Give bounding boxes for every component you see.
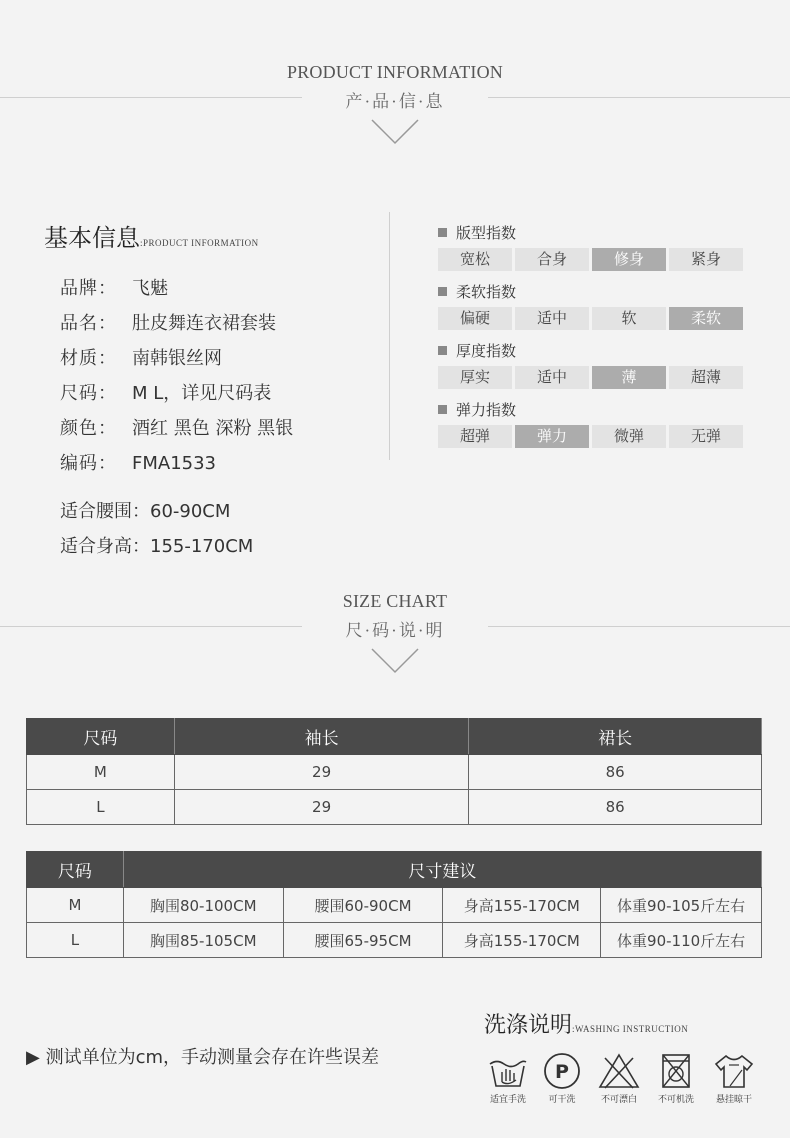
- chevron-down-icon: [370, 647, 420, 675]
- index-option: 软: [592, 307, 666, 330]
- index-title-fit: [438, 222, 516, 243]
- suggest-table-header-cell: 尺码: [27, 852, 124, 888]
- info-row-size: [60, 379, 271, 405]
- index-options-thickness: [438, 366, 743, 389]
- suggest-table-header-cell: 尺寸建议: [123, 852, 761, 888]
- info-row-name: [60, 309, 276, 335]
- table-cell: L: [27, 790, 175, 825]
- index-options-elasticity: [438, 425, 743, 448]
- wash-label: 适宜手洗: [489, 1095, 526, 1105]
- table-cell: 86: [469, 790, 762, 825]
- table-cell: 体重90-110斤左右: [601, 923, 762, 958]
- basic-info-title: 基本信息: [44, 226, 140, 252]
- info-label: 品牌：: [60, 278, 117, 299]
- index-option: 薄: [592, 366, 666, 389]
- basic-info-title-en: :PRODUCT INFORMATION: [140, 238, 259, 248]
- size-chart-title-en: SIZE CHART: [342, 591, 448, 611]
- index-option: 宽松: [438, 248, 512, 271]
- table-cell: 腰围65-95CM: [283, 923, 443, 958]
- index-option: 弹力: [515, 425, 589, 448]
- info-value: M L，详见尺码表: [132, 383, 272, 404]
- index-title-softness: [438, 281, 516, 302]
- fit-label: 适合腰围：: [60, 501, 150, 522]
- table-cell: 身高155-170CM: [443, 888, 601, 923]
- table-cell: L: [27, 923, 124, 958]
- table-cell: 胸围85-105CM: [123, 923, 283, 958]
- wash-label: 不可漂白: [600, 1095, 637, 1105]
- info-label: 材质：: [60, 348, 117, 369]
- table-cell: 体重90-105斤左右: [601, 888, 762, 923]
- product-info-title-en: PRODUCT INFORMATION: [287, 62, 503, 82]
- table-row: [27, 923, 762, 958]
- index-option: 修身: [592, 248, 666, 271]
- table-cell: 腰围60-90CM: [283, 888, 443, 923]
- index-option: 偏硬: [438, 307, 512, 330]
- fit-label: 适合身高：: [60, 536, 150, 557]
- table-cell: 29: [174, 755, 469, 790]
- index-option: 超弹: [438, 425, 512, 448]
- info-row-code: [60, 449, 216, 475]
- index-option: 无弹: [669, 425, 743, 448]
- index-option: 超薄: [669, 366, 743, 389]
- washing-heading: [484, 1008, 688, 1039]
- table-cell: 胸围80-100CM: [123, 888, 283, 923]
- info-value: 飞魅: [132, 278, 168, 299]
- info-label: 编码：: [60, 453, 117, 474]
- wash-item-no-machine-wash: [644, 1052, 708, 1105]
- fit-value: 60-90CM: [150, 501, 231, 522]
- info-label: 品名：: [60, 313, 117, 334]
- wash-label: 悬挂晾干: [715, 1095, 752, 1105]
- index-options-softness: [438, 307, 743, 330]
- table-row: [27, 755, 762, 790]
- fit-row-height: [60, 532, 253, 558]
- basic-info-heading: [44, 218, 259, 253]
- index-title-text: 版型指数: [456, 224, 517, 242]
- index-option: 适中: [515, 366, 589, 389]
- table-cell: 86: [469, 755, 762, 790]
- index-title-text: 厚度指数: [456, 342, 517, 360]
- measurement-note: ▶ 测试单位为cm，手动测量会存在许些误差: [26, 1047, 379, 1068]
- index-option: 紧身: [669, 248, 743, 271]
- table-cell: M: [27, 755, 175, 790]
- fit-row-waist: [60, 497, 230, 523]
- size-table-header-cell: 裙长: [469, 719, 762, 755]
- table-cell: M: [27, 888, 124, 923]
- index-title-thickness: [438, 340, 516, 361]
- size-table-header-cell: 尺码: [27, 719, 175, 755]
- no-machine-wash-icon: [654, 1052, 698, 1090]
- table-cell: 29: [174, 790, 469, 825]
- hand-wash-icon: [486, 1052, 530, 1090]
- index-option: 适中: [515, 307, 589, 330]
- info-value: 南韩银丝网: [132, 348, 222, 369]
- size-table: [26, 718, 762, 825]
- suggest-table-header: [27, 852, 762, 888]
- vertical-divider: [389, 212, 390, 460]
- table-cell: 身高155-170CM: [443, 923, 601, 958]
- dry-clean-icon: [540, 1052, 584, 1090]
- info-value: 酒红 黑色 深粉 黑银: [132, 418, 294, 439]
- info-row-brand: [60, 274, 168, 300]
- info-row-color: [60, 414, 293, 440]
- index-option: 合身: [515, 248, 589, 271]
- square-bullet-icon: [438, 287, 447, 296]
- size-chart-title-cn: 尺·码·说·明: [345, 621, 445, 640]
- info-value: 肚皮舞连衣裙套装: [132, 313, 276, 334]
- washing-title-en: :WASHING INSTRUCTION: [572, 1024, 689, 1034]
- svg-text:P: P: [555, 1061, 569, 1083]
- fit-value: 155-170CM: [150, 536, 254, 557]
- size-table-header-cell: 袖长: [174, 719, 469, 755]
- wash-label: 不可机洗: [657, 1095, 694, 1105]
- info-label: 尺码：: [60, 383, 117, 404]
- info-row-material: [60, 344, 222, 370]
- size-table-header: [27, 719, 762, 755]
- index-option: 柔软: [669, 307, 743, 330]
- table-row: [27, 888, 762, 923]
- hang-dry-icon: [712, 1052, 756, 1090]
- washing-title: 洗涤说明: [484, 1012, 573, 1037]
- index-options-fit: [438, 248, 743, 271]
- index-option: 厚实: [438, 366, 512, 389]
- wash-label: 可干洗: [548, 1095, 576, 1105]
- square-bullet-icon: [438, 405, 447, 414]
- index-title-text: 柔软指数: [456, 283, 517, 301]
- index-title-text: 弹力指数: [456, 401, 517, 419]
- wash-item-dry-clean: [530, 1052, 594, 1105]
- index-title-elasticity: [438, 399, 516, 420]
- product-info-title-cn: 产·品·信·息: [345, 92, 445, 111]
- info-label: 颜色：: [60, 418, 117, 439]
- no-bleach-icon: [597, 1052, 641, 1090]
- wash-item-hang-dry: [702, 1052, 766, 1105]
- chevron-down-icon: [370, 118, 420, 146]
- wash-item-no-bleach: [587, 1052, 651, 1105]
- index-option: 微弹: [592, 425, 666, 448]
- size-suggestion-table: [26, 851, 762, 958]
- square-bullet-icon: [438, 228, 447, 237]
- table-row: [27, 790, 762, 825]
- square-bullet-icon: [438, 346, 447, 355]
- info-value: FMA1533: [132, 453, 217, 474]
